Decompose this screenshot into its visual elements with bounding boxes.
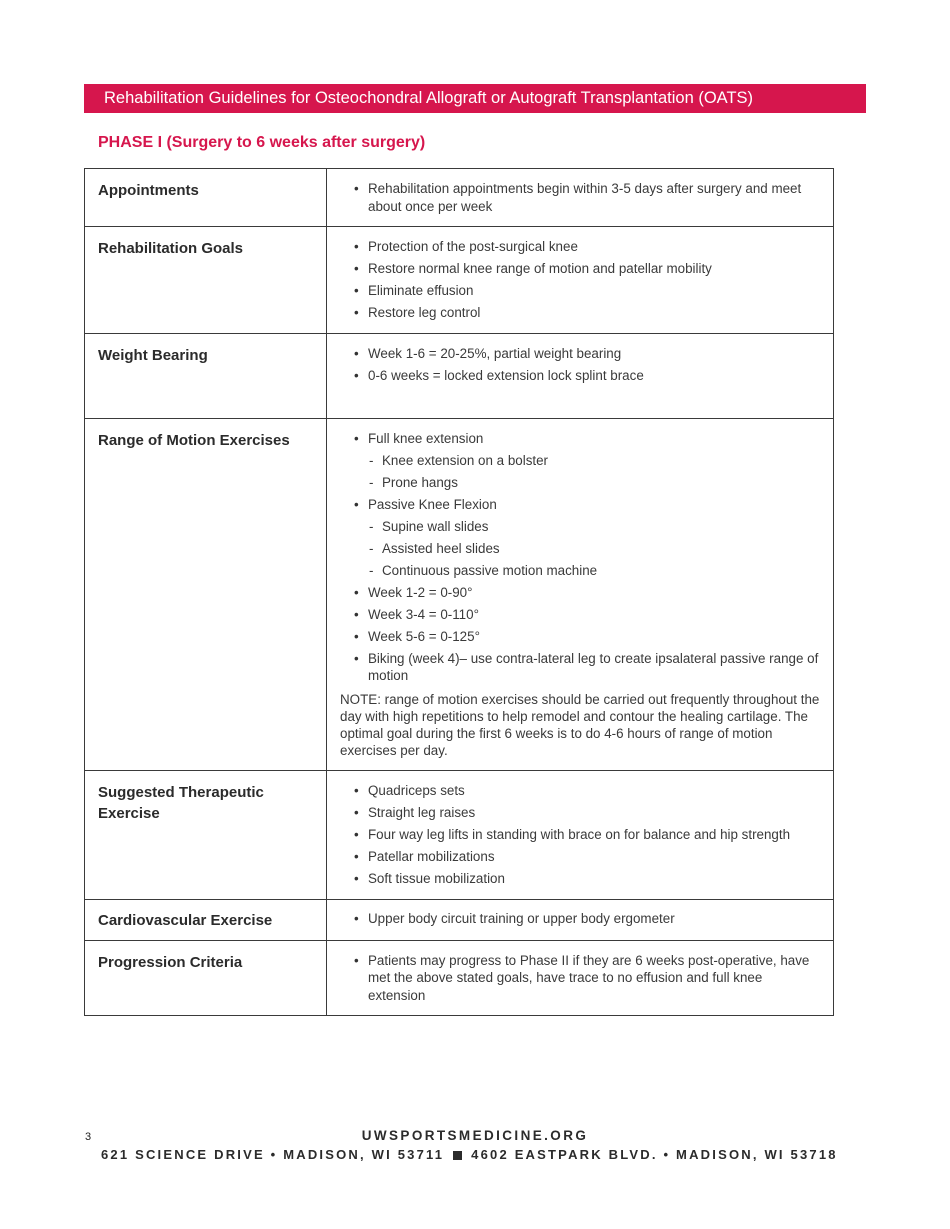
row-content [327, 169, 834, 227]
list-item: • Patients may progress to Phase II if they are 6 weeks post-operative, have met the above stated goals, have trace to no effusion and full knee extension [340, 952, 821, 1005]
bullet-list [340, 238, 821, 322]
list-item: • 0-6 weeks = locked extension lock splint brace [340, 367, 821, 385]
bullet-list [340, 952, 821, 1005]
list-item: • Passive Knee Flexion [340, 496, 821, 514]
rom-note: NOTE: range of motion exercises should be carried out frequently throughout the day with high repetitions to help remodel and contour the healing cartilage. The optimal goal during the first 6 weeks is to do 4-6 hours of range of motion exercises per day. [340, 691, 820, 759]
row-content [327, 333, 834, 418]
list-item: • Quadriceps sets [340, 782, 821, 800]
list-item: • Protection of the post-surgical knee [340, 238, 821, 256]
list-item: • Eliminate effusion [340, 282, 821, 300]
sub-list-item: - Knee extension on a bolster [340, 452, 821, 470]
sub-list-item: - Assisted heel slides [340, 540, 821, 558]
footer-address [101, 1147, 838, 1162]
row-content [327, 899, 834, 940]
row-label: Range of Motion Exercises [85, 418, 327, 771]
website-link[interactable]: UWSPORTSMEDICINE.ORG [361, 1128, 589, 1143]
list-item: • Restore leg control [340, 304, 821, 322]
list-item: • Straight leg raises [340, 804, 821, 822]
row-label: Rehabilitation Goals [85, 227, 327, 334]
bullet-list [340, 910, 821, 928]
row-label: Weight Bearing [85, 333, 327, 418]
phase-title: PHASE I (Surgery to 6 weeks after surgery) [98, 134, 426, 151]
table-row-cardiovascular-exercise [85, 899, 834, 940]
list-item: • Patellar mobilizations [340, 848, 821, 866]
list-item: • Full knee extension [340, 430, 821, 448]
sub-list-item: - Continuous passive motion machine [340, 562, 821, 580]
row-content [327, 227, 834, 334]
square-separator-icon [453, 1151, 462, 1160]
document-banner: Rehabilitation Guidelines for Osteochondral Allograft or Autograft Transplantation (OATS) [84, 84, 866, 113]
bullet-list [340, 345, 821, 385]
address-science-drive: 621 SCIENCE DRIVE • MADISON, WI 53711 [101, 1147, 445, 1162]
list-item: • Rehabilitation appointments begin within 3-5 days after surgery and meet about once per week [340, 180, 821, 215]
table-row-weight-bearing [85, 333, 834, 418]
row-content [327, 771, 834, 900]
bullet-list [340, 782, 821, 888]
address-eastpark-blvd: 4602 EASTPARK BLVD. • MADISON, WI 53718 [471, 1147, 838, 1162]
row-label: Appointments [85, 169, 327, 227]
list-item: • Week 1-2 = 0-90° [340, 584, 821, 602]
guidelines-table [84, 168, 834, 1016]
bullet-list [340, 430, 821, 685]
list-item: • Week 5-6 = 0-125° [340, 628, 821, 646]
sub-list-item: - Prone hangs [340, 474, 821, 492]
table-row-progression-criteria [85, 940, 834, 1016]
list-item: • Soft tissue mobilization [340, 870, 821, 888]
row-content [327, 418, 834, 771]
list-item: • Week 1-6 = 20-25%, partial weight bearing [340, 345, 821, 363]
list-item: • Four way leg lifts in standing with brace on for balance and hip strength [340, 826, 821, 844]
table-row-range-of-motion [85, 418, 834, 771]
row-label: Suggested Therapeutic Exercise [85, 771, 327, 900]
list-item: • Restore normal knee range of motion and patellar mobility [340, 260, 821, 278]
row-label: Cardiovascular Exercise [85, 899, 327, 940]
row-label: Progression Criteria [85, 940, 327, 1016]
list-item: • Week 3-4 = 0-110° [340, 606, 821, 624]
bullet-list [340, 180, 821, 215]
row-content [327, 940, 834, 1016]
table-row-appointments [85, 169, 834, 227]
list-item: • Biking (week 4)– use contra-lateral leg to create ipsalateral passive range of motion [340, 650, 821, 685]
table-row-therapeutic-exercise [85, 771, 834, 900]
table-row-rehabilitation-goals [85, 227, 834, 334]
page-number: 3 [85, 1131, 92, 1143]
list-item: • Upper body circuit training or upper body ergometer [340, 910, 821, 928]
sub-list-item: - Supine wall slides [340, 518, 821, 536]
